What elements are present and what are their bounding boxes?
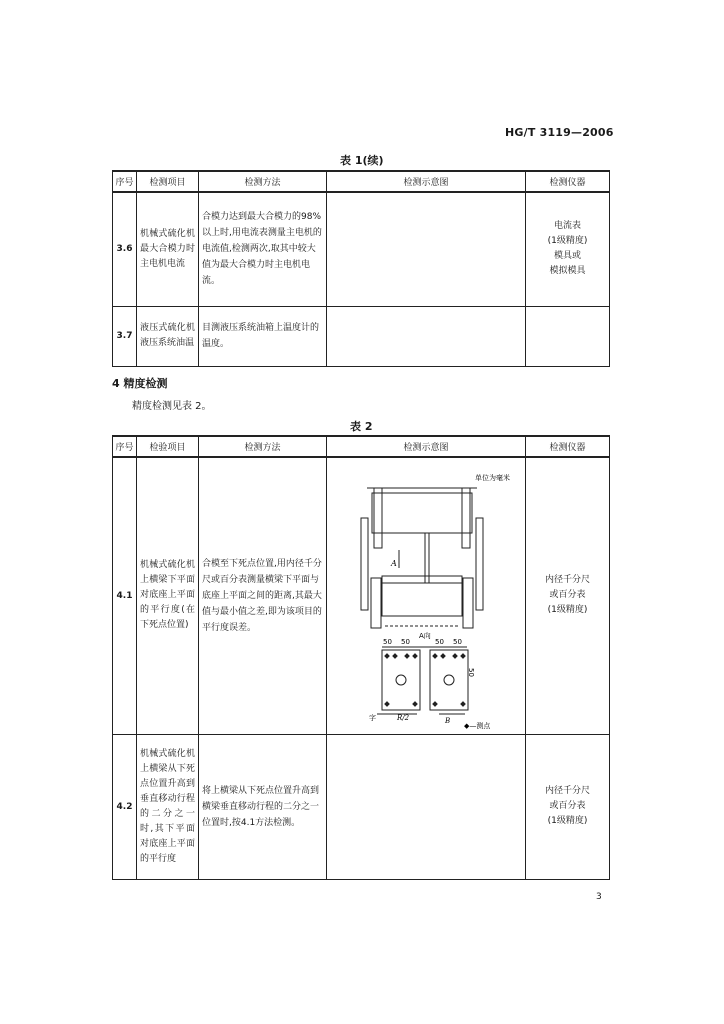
dim-50-side: 50 bbox=[467, 668, 475, 678]
label-zi: 字 bbox=[369, 714, 376, 723]
row-method: 合模至下死点位置,用内径千分尺或百分表测量横梁下平面与底座上平面之间的距离,其最大值与最小值之差,即为该项目的平行度误差。 bbox=[199, 457, 327, 734]
press-frame-drawing bbox=[361, 488, 483, 628]
measure-point bbox=[460, 653, 466, 659]
lower-base bbox=[382, 576, 462, 616]
instrument-line: (1级精度) bbox=[547, 605, 588, 616]
left-hole bbox=[396, 675, 406, 685]
instrument-line: 模拟模具 bbox=[549, 266, 586, 277]
measure-point bbox=[404, 653, 410, 659]
table1 bbox=[112, 170, 610, 367]
table1-caption: 表 1(续) bbox=[340, 154, 384, 167]
row-method: 合模力达到最大合模力的98%以上时,用电流表测量主电机的电流值,检测两次,取其中较大值为最大合模力时主电机电流。 bbox=[199, 192, 327, 306]
row-diagram bbox=[327, 457, 526, 734]
row-method: 将上横梁从下死点位置升高到横梁垂直移动行程的二分之一位置时,按4.1方法检测。 bbox=[199, 734, 327, 879]
row-number: 4.1 bbox=[113, 457, 137, 734]
measure-point bbox=[432, 653, 438, 659]
row-number: 3.7 bbox=[113, 306, 137, 366]
instrument-line: 内径千分尺 bbox=[544, 786, 590, 796]
dim-50-4: 50 bbox=[453, 638, 462, 647]
row-method: 目测液压系统油箱上温度计的温度。 bbox=[199, 306, 327, 366]
row-item: 液压式硫化机液压系统油温 bbox=[137, 306, 199, 366]
row-diagram bbox=[327, 734, 526, 879]
table2-header-no: 序号 bbox=[113, 436, 137, 457]
table1-header-instrument: 检测仪器 bbox=[526, 171, 610, 192]
table1-header-row bbox=[113, 171, 610, 192]
instrument-line: 模具或 bbox=[553, 251, 581, 262]
row-item: 机械式硫化机上横梁从下死点位置升高到垂直移动行程的二分之一时,其下平面对底座上平面的平行度 bbox=[137, 734, 199, 879]
table2-caption: 表 2 bbox=[350, 420, 373, 433]
parallelism-diagram bbox=[327, 458, 526, 733]
label-a-direction: A向 bbox=[419, 632, 431, 641]
instrument-line: (1级精度) bbox=[547, 236, 588, 247]
instrument-line: 或百分表 bbox=[549, 590, 586, 601]
table2-header-row bbox=[113, 436, 610, 457]
left-plate bbox=[382, 650, 420, 710]
row-instrument bbox=[526, 192, 610, 306]
table1-header-diagram: 检测示意图 bbox=[327, 171, 526, 192]
section-4-text: 精度检测见表 2。 bbox=[132, 401, 212, 412]
right-upper-guide bbox=[462, 488, 470, 548]
table2 bbox=[112, 435, 610, 880]
right-base-support bbox=[463, 578, 473, 628]
table-row bbox=[113, 306, 610, 366]
left-column bbox=[361, 518, 368, 610]
measure-point bbox=[412, 701, 418, 707]
table1-header-method: 检测方法 bbox=[199, 171, 327, 192]
measure-point bbox=[460, 701, 466, 707]
row-number: 4.2 bbox=[113, 734, 137, 879]
measure-point bbox=[384, 653, 390, 659]
measure-point bbox=[440, 653, 446, 659]
table2-header-method: 检测方法 bbox=[199, 436, 327, 457]
measure-point bbox=[412, 653, 418, 659]
instrument-line: (1级精度) bbox=[547, 816, 588, 826]
unit-note: 单位为毫米 bbox=[475, 474, 510, 483]
page-number: 3 bbox=[596, 892, 602, 902]
measure-point-legend: ◆—测点 bbox=[464, 722, 491, 731]
instrument-line: 电流表 bbox=[553, 221, 581, 232]
row-instrument bbox=[526, 306, 610, 366]
row-diagram bbox=[327, 306, 526, 366]
right-hole bbox=[444, 675, 454, 685]
table1-header-item: 检测项目 bbox=[137, 171, 199, 192]
instrument-line: 内径千分尺 bbox=[544, 575, 590, 586]
measure-point bbox=[392, 653, 398, 659]
upper-beam bbox=[372, 493, 472, 533]
right-plate bbox=[430, 650, 468, 710]
row-number: 3.6 bbox=[113, 192, 137, 306]
measure-point bbox=[432, 701, 438, 707]
label-a: A bbox=[391, 559, 397, 569]
table2-header-instrument: 检测仪器 bbox=[526, 436, 610, 457]
table2-header-item: 检验项目 bbox=[137, 436, 199, 457]
row-instrument bbox=[526, 734, 610, 879]
row-diagram bbox=[327, 192, 526, 306]
document-code: HG/T 3119—2006 bbox=[505, 126, 614, 139]
measure-point bbox=[384, 701, 390, 707]
left-upper-guide bbox=[374, 488, 382, 548]
left-base-support bbox=[371, 578, 381, 628]
row-instrument bbox=[526, 457, 610, 734]
table1-header-no: 序号 bbox=[113, 171, 137, 192]
row-item: 机械式硫化机上横梁下平面对底座上平面的平行度(在下死点位置) bbox=[137, 457, 199, 734]
table2-header-diagram: 检测示意图 bbox=[327, 436, 526, 457]
table-row bbox=[113, 457, 610, 734]
section-4-title: 4 精度检测 bbox=[112, 377, 168, 390]
dim-50-1: 50 bbox=[383, 638, 392, 647]
instrument-line: 或百分表 bbox=[549, 801, 586, 811]
table-row bbox=[113, 734, 610, 879]
dim-50-2: 50 bbox=[401, 638, 410, 647]
measure-point bbox=[452, 653, 458, 659]
row-item: 机械式硫化机最大合模力时主电机电流 bbox=[137, 192, 199, 306]
label-r2: R/2 bbox=[397, 714, 410, 723]
dim-50-3: 50 bbox=[435, 638, 444, 647]
right-column bbox=[476, 518, 483, 610]
table-row bbox=[113, 192, 610, 306]
label-b: B bbox=[445, 717, 451, 726]
